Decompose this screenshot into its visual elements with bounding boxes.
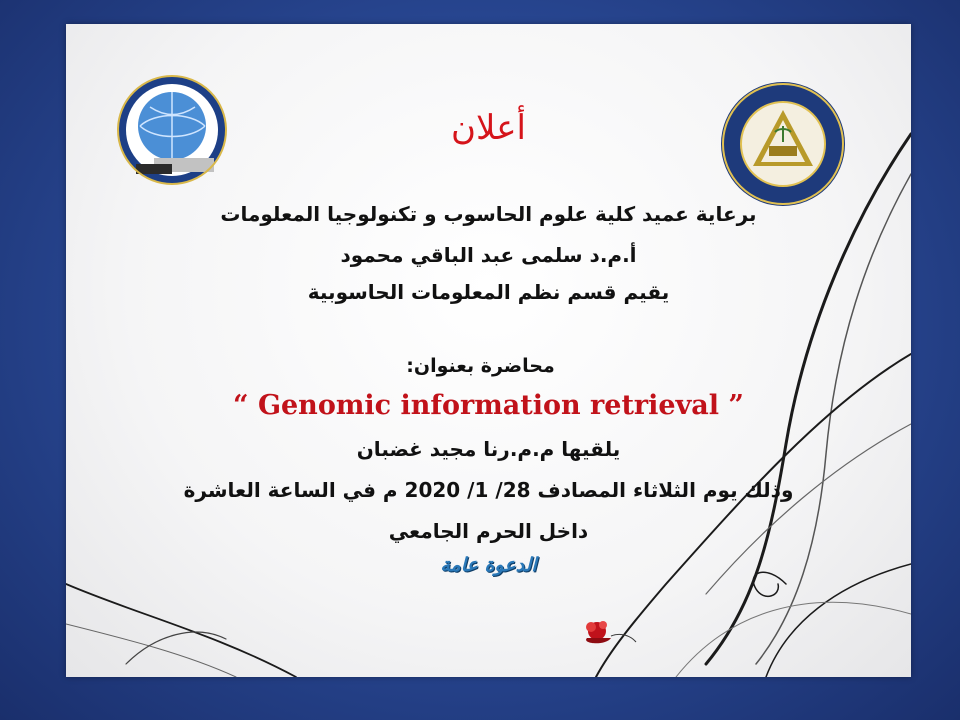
dean-name: أ.م.د سلمى عبد الباقي محمود (340, 243, 637, 267)
rose-icon (586, 621, 636, 643)
patron-line: برعاية عميد كلية علوم الحاسوب و تكنولوجيا المعلومات (220, 202, 757, 226)
announcement-title: أعلان (451, 108, 526, 148)
invitation-line: الدعوة عامة (440, 554, 537, 576)
lecture-title: “ Genomic information retrieval ” (233, 390, 744, 421)
lecture-label: محاضرة بعنوان: (406, 355, 555, 377)
speaker-line: يلقيها م.م.رنا مجيد غضبان (356, 437, 621, 461)
date-time-line: وذلك يوم الثلاثاء المصادف 28/ 1/ 2020 م في الساعة العاشرة (183, 478, 794, 502)
venue-line: داخل الحرم الجامعي (388, 519, 589, 543)
announcement-card (66, 24, 911, 677)
department-line: يقيم قسم نظم المعلومات الحاسوبية (307, 280, 670, 304)
